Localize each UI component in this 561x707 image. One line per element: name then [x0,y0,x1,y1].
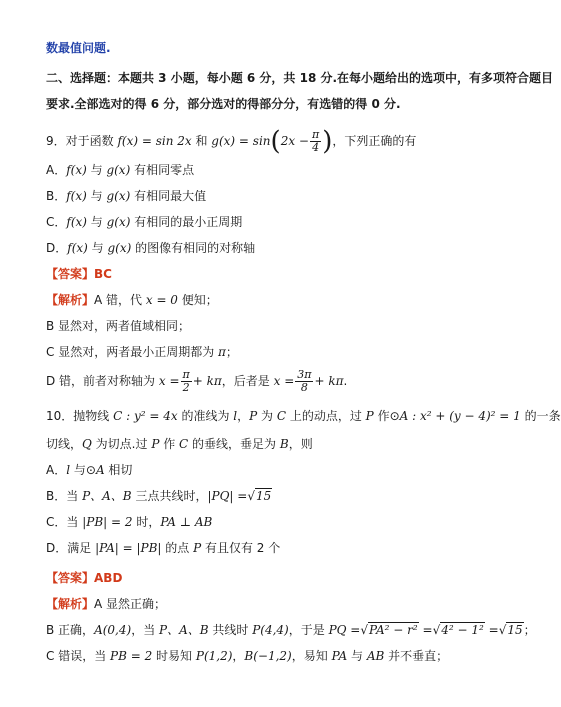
option-text: 时， [132,515,161,529]
option-text: 三点共线时， [131,489,208,503]
frac-num: π [311,128,320,141]
analysis-text: 时易知 [152,649,196,663]
analysis-math: = [418,623,433,637]
answer-tag: 【答案】 [46,571,95,585]
analysis-tag: 【解析】 [46,597,95,611]
option-math: f(x) [66,215,87,229]
question-9-tail: ，下列正确的有 [332,134,417,148]
option-mid: 与 [87,241,108,255]
function-g: g(x) = sin [211,134,271,148]
q-math: P [151,437,160,451]
previous-question-tail: 数最值问题. [46,41,111,55]
analysis-text: 共线时 [208,623,253,637]
option-math: l [66,463,71,477]
analysis-math: PQ = [328,623,361,637]
q-math: l [233,409,238,423]
analysis-math: x = [158,374,180,388]
q-text: 为切点.过 [91,437,152,451]
option-label: C． [46,215,67,229]
analysis-text: B 正确， [46,623,95,637]
analysis-9d [46,364,347,398]
analysis-9b: B 显然对，两者值域相同； [46,319,191,333]
analysis-math: PB = 2 [110,649,153,663]
option-label: D． [46,241,68,255]
analysis-text: ， [232,649,245,663]
option-math: PA ⊥ AB [160,515,213,529]
function-f: f(x) = sin 2x [117,134,192,148]
analysis-math: PA [331,649,348,663]
sqrt-15: √15 [247,489,272,503]
analysis-math: π [218,345,226,359]
option-text: 的图像有相同的对称轴 [131,241,256,255]
option-mid: 与 [86,189,107,203]
option-mid: 与 [86,163,107,177]
radicand: 15 [507,623,523,637]
option-9c [46,214,242,230]
frac-num: π [182,368,190,381]
option-math: g(x) [106,215,131,229]
q-text: ，则 [288,437,313,451]
option-10b [46,488,272,504]
option-9b [46,188,206,204]
question-number: 9．对于函数 [46,134,118,148]
text-and: 和 [191,134,212,148]
option-math: A [95,463,105,477]
option-math: f(x) [67,241,88,255]
option-math: P、A、B [82,489,132,503]
analysis-text: D 错，前者对称轴为 [46,374,159,388]
analysis-text: ，易知 [291,649,332,663]
option-9a [46,162,194,178]
analysis-text: ，当 [131,623,160,637]
question-number: 10．抛物线 [46,409,114,423]
analysis-text: C 错误，当 [46,649,111,663]
analysis-text: C 显然对，两者最小正周期都为 [46,345,219,359]
option-math: f(x) [66,189,87,203]
analysis-10a [46,596,166,612]
option-text: 相切 [104,463,133,477]
analysis-text: 并不垂直； [384,649,449,663]
parabola-equation: C : y² = 4x [113,409,178,423]
option-text: 与⊙ [70,463,96,477]
option-text: 有且仅有 2 个 [201,541,281,555]
analysis-math: B(−1,2) [244,649,292,663]
option-label: D．满足 [46,541,96,555]
analysis-math: x = [273,374,295,388]
option-label: C．当 [46,515,83,529]
answer-tag: 【答案】 [46,267,95,281]
sqrt-15-result: √15 [498,623,523,637]
analysis-text: 与 [347,649,367,663]
sqrt-16-1: √4² − 1² [432,623,484,637]
q-math: P [249,409,258,423]
analysis-math: x = 0 [145,293,178,307]
option-math: g(x) [107,241,132,255]
answer-10 [46,570,122,586]
q-math: Q [82,437,92,451]
q-text: 作 [159,437,180,451]
pi-over-4 [310,129,321,154]
analysis-math: + kπ [192,374,222,388]
q-text: 作⊙ [373,409,400,423]
function-g-arg: 2x − [280,134,309,148]
q-text: 的垂线，垂足为 [188,437,280,451]
q-text: 上的动点，过 [286,409,366,423]
analysis-text: ； [225,345,238,359]
option-text: 有相同最大值 [130,189,207,203]
analysis-10b [46,622,536,638]
option-label: B． [46,189,67,203]
option-math: |PA| = |PB| [95,541,162,555]
analysis-text: ； [523,623,536,637]
sqrt-pa2-r2: √PA² − r² [360,623,418,637]
q-math: C [276,409,287,423]
question-9-stem [46,124,416,158]
option-10a [46,462,132,478]
question-10-line2 [46,436,313,452]
q-text: 切线， [46,437,83,451]
fraction-pi-over-2 [181,369,192,394]
analysis-9a [46,292,218,308]
option-9d [46,240,255,256]
right-paren: ) [322,126,333,157]
analysis-text: . [343,374,348,388]
fraction-3pi-over-8 [295,369,313,394]
option-label: B．当 [46,489,83,503]
left-paren: ( [270,126,281,157]
analysis-text: ，于是 [288,623,329,637]
q-math: B [279,437,289,451]
option-text: 的点 [161,541,194,555]
option-label: A． [46,463,67,477]
analysis-math: P(4,4) [252,623,289,637]
q-math: C [179,437,189,451]
option-10d [46,540,280,556]
option-text: 有相同的最小正周期 [130,215,243,229]
analysis-math: = [484,623,499,637]
q-text: 的准线为 [177,409,234,423]
analysis-math: + kπ [314,374,344,388]
analysis-math: A(0,4) [94,623,132,637]
option-math: P [193,541,202,555]
frac-num: 3π [297,368,312,381]
option-text: 有相同零点 [130,163,195,177]
option-math: g(x) [106,163,131,177]
answer-9 [46,266,112,282]
q-text: 为 [257,409,277,423]
frac-den: 4 [312,141,320,154]
option-math: f(x) [66,163,87,177]
radicand: 4² − 1² [441,623,484,637]
q-text: ， [237,409,250,423]
section-heading-line1: 二、选择题：本题共 3 小题，每小题 6 分，共 18 分.在每小题给出的选项中，有多项符合题目 [46,71,554,85]
analysis-9c [46,344,238,360]
analysis-math: P、A、B [159,623,209,637]
analysis-text: 便知； [177,293,218,307]
option-math: |PQ| = [207,489,248,503]
q-math: P [365,409,374,423]
analysis-10c [46,648,448,664]
option-mid: 与 [86,215,107,229]
circle-equation: A : x² + (y − 4)² = 1 [399,409,521,423]
frac-den: 2 [182,381,190,394]
radicand: 15 [255,489,272,503]
radicand: PA² − r² [369,623,418,637]
answer-value: BC [94,267,112,281]
section-heading-line2: 要求.全部选对的得 6 分，部分选对的得部分分，有选错的得 0 分. [46,97,401,111]
option-math: g(x) [106,189,131,203]
question-10-line1 [46,408,561,424]
q-text: 的一条 [520,409,561,423]
analysis-math: AB [366,649,385,663]
analysis-tag: 【解析】 [46,293,95,307]
analysis-math: P(1,2) [195,649,233,663]
analysis-text: A 错，代 [94,293,146,307]
frac-den: 8 [300,381,308,394]
analysis-text: ，后者是 [221,374,274,388]
option-label: A． [46,163,67,177]
option-math: |PB| = 2 [82,515,133,529]
analysis-text: A 显然正确； [94,597,167,611]
option-10c [46,514,212,530]
answer-value: ABD [94,571,123,585]
